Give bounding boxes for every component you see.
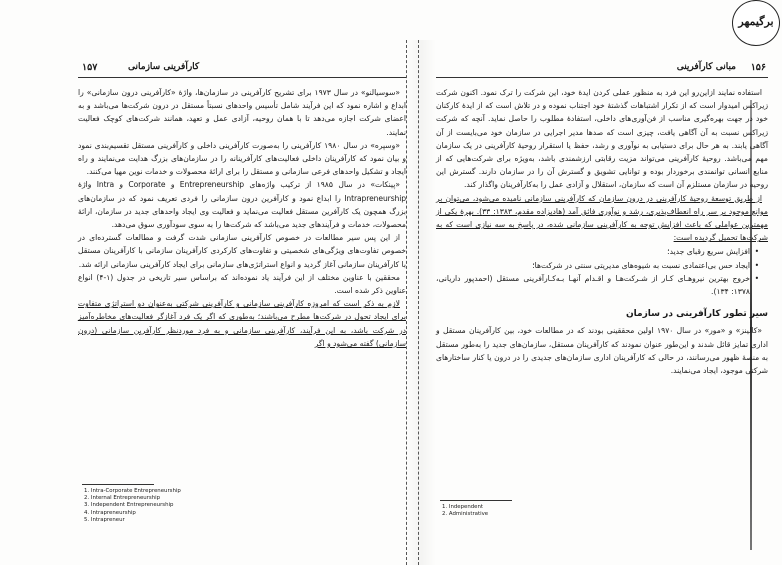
right-page: [436, 60, 768, 540]
footnote: 2. Administrative: [442, 511, 489, 518]
footnote: 1. Intra-Corporate Entrepreneurship: [84, 488, 181, 494]
right-paragraph-underlined: از طریق توسعهٔ روحیهٔ کارآفرینی در درون سازمان که کارآفرینی سازمانی نامیده می‌شود، می‌توان بر موانع موجود بر سر راه انعطاف‌پذیری، رشد و نوآوری فائق آمد (هادیزاده مقدم، ۱۳۸۳: ۳۳). بهرهٔ یکی از مهمترین عواملی که باعث افزایش توجه به کارآفرینی سازمانی شده، در پاسخ به سه نیازی است که به شرکت‌ها تحمیل گردیده است:: [436, 193, 768, 243]
left-paragraph: «وسپره» در سال ۱۹۸۰ کارآفرینی را به‌صورت کارآفرینی داخلی و کارآفرینی مستقل تقسیم‌بندی نمود و بیان نمود که کارآفرینان داخلی فعالیت‌های کارآفرینانه را در سازمان‌های بزرگ هدایت می‌نمایند و راه ایجاد و تشکیل واحدهای فرعی سازمانی و مستقل را برای ارائهٔ محصولات و خدمات نوین مهیا می‌کنند.: [78, 140, 406, 177]
section-heading: سیر تطور کارآفرینی در سازمان: [625, 309, 768, 320]
right-bullet-list: [436, 245, 768, 298]
logo-text: برگیمهر: [738, 15, 774, 28]
footnote: 1. Independent: [442, 504, 484, 510]
footnote: 3. Independent Entrepreneurship: [84, 502, 174, 509]
left-paragraph: «پینکات» در سال ۱۹۸۵ از ترکیب واژه‌های Entrepreneurship و Corporate و Intra واژهٔ Intrapreneurship را ابداع نمود و کارآفرین درون سازمانی را فردی تعریف نمود که در سازمان‌های بزرگ همچون یک کارآفرین مستقل فعالیت می‌نماید و فعالیت وی ایجاد واحدهای جدید در سازمان، ارائهٔ محصولات، خدمات و فرآیندهای جدید می‌باشد که شرکت‌ها را به سوی سودآوری سوق می‌دهد.: [78, 180, 406, 230]
right-header-rule: [436, 77, 768, 78]
left-paragraph: از این پس سیر مطالعات در خصوص کارآفرینی سازمانی شدت گرفت و مطالعات گسترده‌ای در خصوص تفاوت‌های ویژگی‌های شخصیتی و تفاوت‌های کارکردی کارآفرینان سازمانی با کارآفرینان مستقل با کارآفرینان سازمانی آغاز گردید و انواع استراتژی‌های سازمانی برای ایجاد کارآفرینی سازمانی ارائه شد.: [78, 233, 406, 269]
left-footnote-rule: [82, 484, 154, 485]
left-running-head: [78, 60, 406, 78]
left-paragraph-underlined: لازم به ذکر است که امروزه کارآفرینی سازمانی و کارآفرینی شرکتی به‌عنوان دو استراتژی متفاوت برای ایجاد تحول در شرکت‌ها مطرح می‌باشند؛ به‌طوری که اگر یک فرد آغازگر فعالیت‌های مخاطره‌آمیز در شرکت باشد، به این فرآیند، کارآفرینی سازمانی و به فرد موردنظر کارآفرین سازمانی (درون سازمانی) گفته می‌شود و اگر: [78, 299, 406, 348]
spine-fold-line-left: [406, 40, 407, 565]
spine-shadow: [406, 40, 436, 565]
right-section-paragraph: «کالینز» و «مور» در سال ۱۹۷۰ اولین محققینی بودند که در مطالعات خود، بین کارآفرینان مستقل و اداری تمایز قائل شدند و این‌طور عنوان نمودند که کارآفرینان مستقل، سازمان‌های جدید را به‌طور مستقل به منصهٔ ظهور می‌رسانند، در حالی که کارآفرینان اداری سازمان‌های جدیدی را در درون یا کنار ساختارهای شرکتی موجود، ایجاد می‌نمایند.: [436, 326, 768, 376]
footnote: 2. Internal Entrepreneurship: [84, 495, 161, 502]
left-page-number: ۱۵۷: [82, 62, 98, 73]
publisher-logo: [730, 0, 782, 50]
left-paragraph: «سوسیالنو» در سال ۱۹۷۳ برای تشریح کارآفرینی در سازمان‌ها، واژهٔ «کارآفرینی درون سازمانی» را ابداع و اشاره نمود که این فرآیند شامل تأسیس واحدهای نسبتاً مستقل در درون شرکت‌ها می‌باشد و به اعضای شرکت اجازه می‌دهد تا با همان روحیه، آزادی عمل و تعهد، همانند شرکت‌های کوچک فعالیت نمایند.: [78, 88, 406, 137]
left-paragraph: محققین با عناوین مختلف از این فرآیند یاد نموده‌اند که براساس سیر تاریخی در جدول (۱-۴) انواع عناوین ذکر شده است.: [78, 272, 406, 296]
spine-fold-line-right: [418, 40, 419, 565]
bullet-item: • افزایش سریع رقبای جدید؛: [436, 245, 758, 258]
right-footnote-rule: [440, 500, 512, 501]
left-running-title: کارآفرینی سازمانی: [128, 62, 200, 72]
right-page-number: ۱۵۶: [750, 62, 766, 73]
right-footnotes: [442, 504, 488, 518]
left-header-rule: [78, 77, 406, 78]
right-running-head: [436, 60, 768, 78]
bullet-item: • خروج بهترین نیروهـای کـار از شـرکت‌هـا و اقـدام آنهـا بـه‌کـارآفرینی مستقل (احمدپور داریانی، ۱۳۷۸: ۱۳۴).: [436, 272, 758, 298]
footnote: 4. Intrapreneurship: [84, 509, 136, 516]
right-paragraph: استفاده نمایند ازاین‌رو این فرد به منظور عملی کردن ایدهٔ خود، این شرکت را ترک نمود. اکنون شرکت زیراکس امیدوار است که از تکرار اشتباهات گذشتهٔ خود اجتناب نموده و در تلاش است که از ایدهٔ کارکنان خود در جهت بهره‌گیری مناسب از فن‌آوری‌های داخلی، استفادهٔ مطلوب را حاصل نماید. آنچه که شرکت زیراکس نسبت به آن آگاهی یافت، چیزی است که صدها مدیر اجرایی در سازمان خود می‌بایست از آن آگاهی یابند. به هر حال برای دستیابی به نوآوری و رشد، حفظ یا استقرار روحیهٔ کارآفرینی در یک سازمان مهم می‌باشد. روحیهٔ کارآفرینی می‌تواند مزیت رقابتی ارزشمندی باشد، به‌ویژه برای شرکت‌هایی که از منابع انسانی توانمندی برخوردار بوده و توانایی تشویق و گسترش آن را در سازمان دارند. گسترش این روحیه در سازمان مستلزم آن است که سازمان، استقلال و آزادی عمل را به‌کارآفرینان واگذار کند.: [436, 88, 768, 190]
right-running-title: مبانی کارآفرینی: [676, 62, 736, 72]
bullet-item: • ایجاد حس بی‌اعتمادی نسبت به شیوه‌های مدیریتی سنتی در شرکت‌ها؛: [436, 259, 758, 272]
right-body-text: [436, 86, 768, 377]
left-footnotes: [84, 488, 181, 524]
left-page: [78, 60, 406, 540]
left-body-text: [78, 86, 406, 350]
footnote: 5. Intrapreneur: [84, 516, 125, 523]
